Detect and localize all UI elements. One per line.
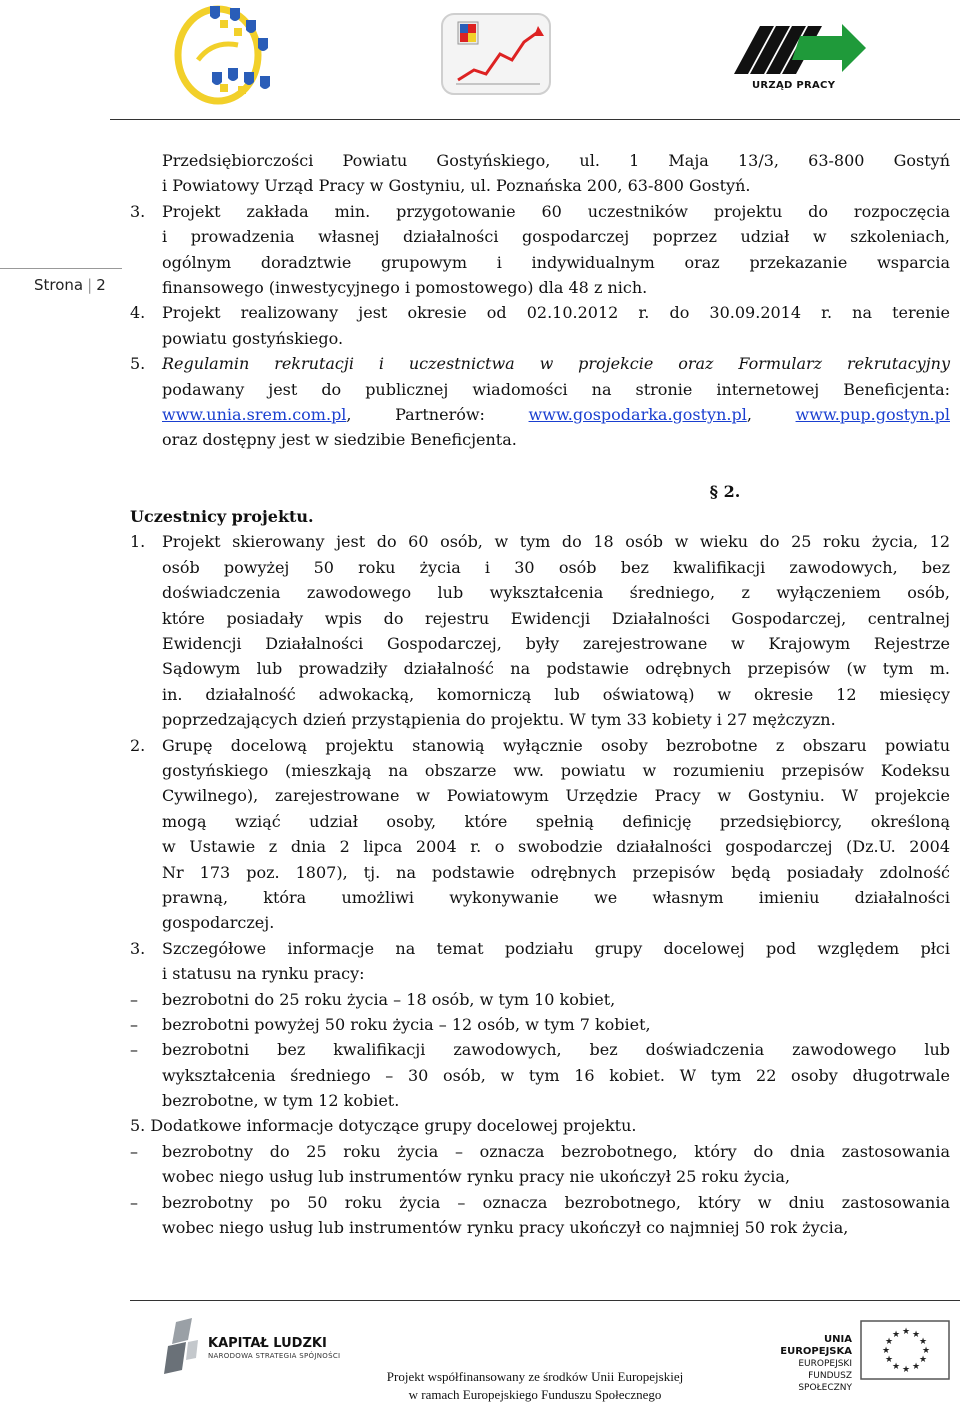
text-line: i prowadzenia własnej działalności gospodarczej poprzez udział w szkoleniach,: [162, 227, 950, 247]
text-line: powiatu gostyńskiego.: [162, 328, 344, 348]
list-item-5: 5. Regulamin rekrutacji i uczestnictwa w projekcie oraz Formularz rekrutacyjny: [130, 354, 950, 374]
dash-marker: –: [130, 1192, 138, 1212]
svg-text:★: ★: [919, 1337, 928, 1347]
text-line: które posiadały wpis do rejestru Ewidencji Działalności Gospodarczej, centralnej: [162, 608, 950, 628]
growth-chart-logo: [440, 10, 555, 104]
text-line: prawną, która umożliwi wykonywanie we własnym imieniu działalności: [162, 887, 950, 907]
cofinance-line-2: w ramach Europejskiego Funduszu Społecznego: [408, 1387, 662, 1402]
growth-chart-icon: [440, 10, 555, 100]
urzad-pracy-label: URZĄD PRACY: [752, 80, 836, 91]
gmina-logo-icon: [168, 0, 318, 110]
text-line: oraz dostępny jest w siedzibie Beneficjenta.: [162, 430, 517, 450]
header-divider: [110, 119, 960, 120]
bullet-item: – bezrobotni powyżej 50 roku życia – 12 osób, w tym 7 kobiet,: [130, 1012, 950, 1037]
eu-flag: [860, 1320, 950, 1384]
text-line: gospodarczej.: [162, 913, 275, 933]
urzad-pracy-arrow-icon: [730, 14, 870, 80]
text-line: Ewidencji Działalności Gospodarczej, były zarejestrowane w Krajowym Rejestrze: [162, 634, 950, 654]
svg-text:★: ★: [902, 1327, 911, 1337]
svg-text:★: ★: [882, 1346, 891, 1356]
page-number: 2: [96, 276, 106, 294]
svg-text:★: ★: [892, 1362, 901, 1372]
kapital-ludzki-logo: [162, 1318, 202, 1380]
link-unia-srem[interactable]: www.unia.srem.com.pl: [162, 404, 347, 424]
list-item-4: 4. Projekt realizowany jest okresie od 02.10.2012 r. do 30.09.2014 r. na terenie: [130, 303, 950, 323]
page-label-divider: [0, 268, 122, 269]
document-body: [130, 148, 950, 1240]
kapital-ludzki-title: KAPITAŁ LUDZKI: [208, 1336, 327, 1351]
svg-text:★: ★: [919, 1355, 928, 1365]
text-line: gostyńskiego (mieszkają na obszarze ww. powiatu w rozumieniu przepisów Kodeksu: [162, 760, 950, 780]
kapital-ludzki-subtitle: NARODOWA STRATEGIA SPÓJNOŚCI: [208, 1352, 341, 1360]
list-item-3: 3. Projekt zakłada min. przygotowanie 60 uczestników projektu do rozpoczęcia: [130, 201, 950, 221]
text-line: poprzedzających dzień przystąpienia do projektu. W tym 33 kobiety i 27 mężczyzn.: [162, 710, 836, 730]
text-line: wobec niego usług lub instrumentów rynku pracy ukończył co najmniej 50 rok życia,: [162, 1218, 849, 1238]
participants-item-5: 5. Dodatkowe informacje dotyczące grupy docelowej projektu.: [130, 1116, 637, 1136]
svg-text:★: ★: [912, 1362, 921, 1372]
dash-marker: –: [130, 1040, 138, 1060]
dash-marker: –: [130, 1014, 138, 1034]
text-line: finansowego (inwestycyjnego i pomostowego) dla 48 z nich.: [162, 277, 648, 297]
text-line: podawany jest do publicznej wiadomości na stronie internetowej Beneficjenta:: [162, 379, 950, 399]
text-line: osób powyżej 50 roku życia i 30 osób bez kwalifikacji zawodowych, bez: [162, 557, 950, 577]
text-line: Przedsiębiorczości Powiatu Gostyńskiego, ul. 1 Maja 13/3, 63-800 Gostyń: [162, 151, 950, 170]
eu-label-2: EUROPEJSKI: [798, 1359, 852, 1369]
kapital-ludzki-icon: [162, 1318, 202, 1376]
dash-marker: –: [130, 1141, 138, 1161]
bullet-item: – bezrobotny do 25 roku życia – oznacza bezrobotnego, który do dnia zastosowania: [130, 1139, 950, 1164]
text-line: in. działalność adwokacką, komorniczą lub oświatową) w okresie 12 miesięcy: [162, 684, 950, 704]
bullet-item: – bezrobotny po 50 roku życia – oznacza bezrobotnego, który w dniu zastosowania: [130, 1190, 950, 1215]
page-word: Strona: [34, 276, 84, 294]
text-line: wykształcenia średniego – 30 osób, w tym 16 kobiet. W tym 22 osoby długotrwale: [162, 1065, 950, 1085]
eu-flag-icon: [860, 1320, 950, 1380]
text-line: ogólnym doradztwie grupowym i indywidualnym oraz przekazanie wsparcia: [162, 252, 950, 272]
svg-text:★: ★: [912, 1330, 921, 1340]
svg-text:★: ★: [902, 1365, 911, 1375]
cofinance-line-1: Projekt współfinansowany ze środków Unii Europejskiej: [386, 1369, 684, 1384]
text-line: Nr 173 poz. 1807), tj. na podstawie odrębnych przepisów będą posiadały zdolność: [162, 862, 950, 882]
links-line: www.unia.srem.com.pl, Partnerów: www.gospodarka.gostyn.pl, www.pup.gostyn.pl: [162, 404, 950, 424]
eu-label-3: FUNDUSZ SPOŁECZNY: [798, 1371, 852, 1393]
text-line: Sądowym lub prowadziły działalność na podstawie odrębnych przepisów (w tym m.: [162, 659, 950, 679]
bullet-item: – bezrobotni bez kwalifikacji zawodowych, bez doświadczenia zawodowego lub: [130, 1037, 950, 1062]
link-pup-gostyn[interactable]: www.pup.gostyn.pl: [795, 404, 950, 424]
participants-item-3: 3. Szczegółowe informacje na temat podziału grupy docelowej pod względem płci: [130, 938, 950, 958]
svg-text:★: ★: [885, 1355, 894, 1365]
eu-label-1: UNIA EUROPEJSKA: [780, 1334, 852, 1357]
participants-item-1: 1. Projekt skierowany jest do 60 osób, w tym do 18 osób w wieku do 25 roku życia, 12: [130, 532, 950, 552]
text-line: doświadczenia zawodowego lub wykształcenia średniego, z wyłączeniem osób,: [162, 583, 950, 603]
participants-item-2: 2. Grupę docelową projektu stanowią wyłącznie osoby bezrobotne z obszaru powiatu: [130, 735, 950, 755]
eu-fund-label: [752, 1334, 852, 1394]
urzad-pracy-logo: [730, 14, 870, 84]
svg-text:★: ★: [885, 1337, 894, 1347]
text-line: wobec niego usług lub instrumentów rynku pracy nie ukończył 25 roku życia,: [162, 1167, 791, 1187]
text-line: i statusu na rynku pracy:: [162, 964, 365, 984]
section-title: Uczestnicy projektu.: [130, 507, 314, 527]
section-mark: § 2.: [709, 481, 741, 501]
text-line: w Ustawie z dnia 2 lipca 2004 r. o swobodzie działalności gospodarczej (Dz.U. 2004: [162, 837, 950, 857]
link-gospodarka-gostyn[interactable]: www.gospodarka.gostyn.pl: [528, 404, 747, 424]
page-number-label: Strona | 2: [34, 276, 106, 294]
footer-divider: [130, 1300, 960, 1301]
dash-marker: –: [130, 989, 138, 1009]
gmina-logo: [168, 0, 318, 110]
text-line: Cywilnego), zarejestrowane w Powiatowym Urzędzie Pracy w Gostyniu. W projekcie: [162, 786, 950, 806]
svg-text:★: ★: [922, 1346, 931, 1356]
text-line: bezrobotne, w tym 12 kobiet.: [162, 1091, 400, 1111]
text-line: i Powiatowy Urząd Pracy w Gostyniu, ul. Poznańska 200, 63-800 Gostyń.: [162, 176, 751, 196]
bullet-item: – bezrobotni do 25 roku życia – 18 osób, w tym 10 kobiet,: [130, 987, 950, 1012]
svg-text:★: ★: [892, 1330, 901, 1340]
text-line: mogą wziąć udział osoby, które spełnią definicję przedsiębiorcy, określoną: [162, 811, 950, 831]
